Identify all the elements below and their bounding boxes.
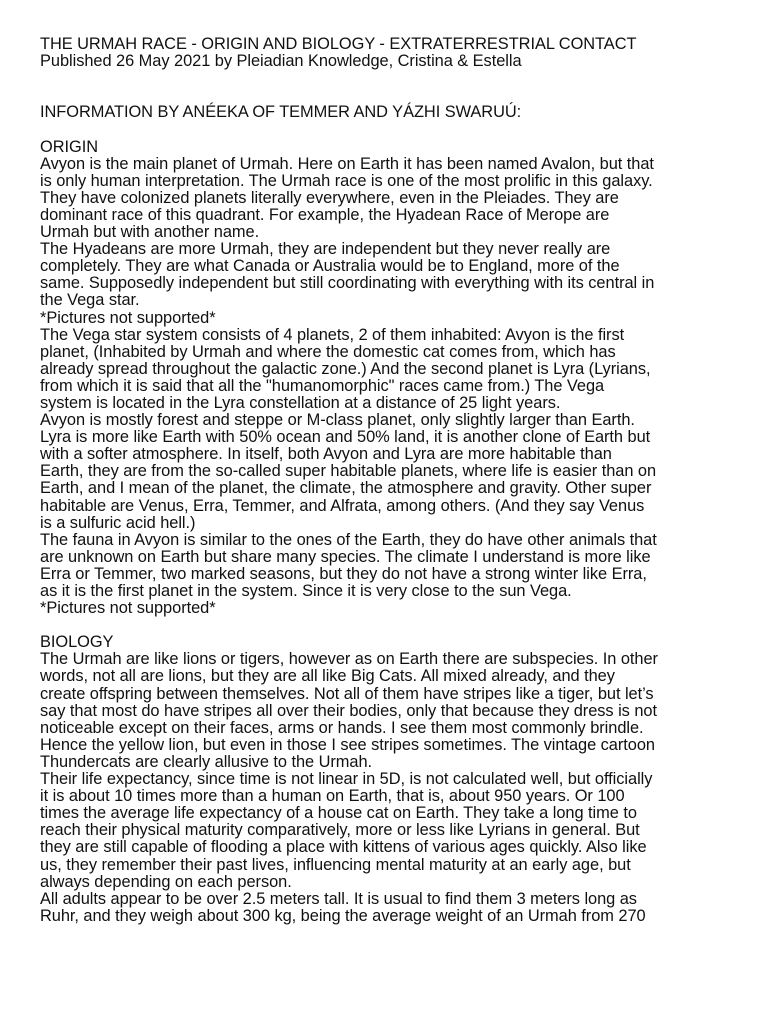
text-line: create offspring between themselves. Not all of them have stripes like a tiger, but let’s — [40, 684, 654, 703]
text-line: Ruhr, and they weigh about 300 kg, being the average weight of an Urmah from 270 — [40, 906, 646, 925]
text-line: The fauna in Avyon is similar to the ones of the Earth, they do have other animals that — [40, 530, 657, 549]
text-line: The Vega star system consists of 4 planets, 2 of them inhabited: Avyon is the first — [40, 325, 625, 344]
text-line: All adults appear to be over 2.5 meters tall. It is usual to find them 3 meters long as — [40, 889, 637, 908]
text-line: Avyon is the main planet of Urmah. Here on Earth it has been named Avalon, but that — [40, 154, 654, 173]
text-line: Earth, they are from the so-called super habitable planets, where life is easier than on — [40, 462, 657, 481]
text-line: Erra or Temmer, two marked seasons, but they do not have a strong winter like Erra, — [40, 564, 647, 583]
text-line: as it is the first planet in the system. Since it is very close to the sun Vega. — [40, 582, 572, 600]
text-line: it is about 10 times more than a human on Earth, that is, about 950 years. Or 100 — [40, 787, 625, 806]
text-line: Urmah but with another name. — [40, 223, 260, 242]
spacer — [40, 87, 740, 104]
text-line: Their life expectancy, since time is not linear in 5D, is not calculated well, but officially — [40, 770, 653, 789]
text-line: they are still capable of flooding a place with kittens of various ages quickly. Also like — [40, 838, 647, 857]
text-line: reach their physical maturity comparatively, more or less like Lyrians in general. But — [40, 821, 640, 840]
text-line: with a softer atmosphere. In itself, both Avyon and Lyra are more habitable than — [40, 445, 612, 464]
text-line: words, not all are lions, but they are all like Big Cats. All mixed already, and they — [40, 667, 615, 686]
text-line: *Pictures not supported* — [40, 599, 216, 618]
section-heading-biology: BIOLOGY — [40, 633, 114, 652]
text-line: the Vega star. — [40, 291, 140, 310]
text-line: noticeable except on their faces, arms or hands. I see them most commonly brindle. — [40, 718, 644, 737]
document-title: THE URMAH RACE - ORIGIN AND BIOLOGY - EXTRATERRESTRIAL CONTACT — [40, 35, 637, 53]
text-line: planet, (Inhabited by Urmah and where the domestic cat comes from, which has — [40, 342, 616, 361]
text-line: times the average life expectancy of a house cat on Earth. They take a long time to — [40, 804, 637, 823]
text-line: The Urmah are like lions or tigers, however as on Earth there are subspecies. In other — [40, 650, 658, 669]
text-line: Lyra is more like Earth with 50% ocean and 50% land, it is another clone of Earth but — [40, 428, 651, 447]
section-heading-origin: ORIGIN — [40, 137, 98, 156]
origin-section-body — [40, 156, 740, 618]
text-line: from which it is said that all the "humanomorphic" races came from.) The Vega — [40, 376, 605, 395]
spacer — [40, 617, 740, 634]
text-line: always depending on each person. — [40, 872, 292, 891]
text-line: same. Supposedly independent but still coordinating with everything with its central in — [40, 274, 655, 293]
text-line: already spread throughout the galactic zone.) And the second planet is Lyra (Lyrians, — [40, 359, 651, 378]
text-line: habitable are Venus, Erra, Temmer, and Alfrata, among others. (And they say Venus — [40, 496, 645, 515]
text-line: dominant race of this quadrant. For example, the Hyadean Race of Merope are — [40, 205, 610, 224]
text-line: Earth, and I mean of the planet, the climate, the atmosphere and gravity. Other super — [40, 479, 652, 498]
document-page — [40, 36, 740, 925]
text-line: are unknown on Earth but share many species. The climate I understand is more like — [40, 547, 651, 566]
text-line: Thundercats are clearly allusive to the Urmah. — [40, 752, 373, 771]
spacer — [40, 70, 740, 87]
text-line: system is located in the Lyra constellation at a distance of 25 light years. — [40, 393, 561, 412]
text-line: completely. They are what Canada or Australia would be to England, more of the — [40, 257, 620, 276]
text-line: The Hyadeans are more Urmah, they are independent but they never really are — [40, 240, 611, 259]
biology-section-body — [40, 651, 740, 925]
text-line: They have colonized planets literally everywhere, even in the Pleiades. They are — [40, 188, 619, 207]
spacer — [40, 121, 740, 138]
text-line: is a sulfuric acid hell.) — [40, 513, 196, 532]
text-line: *Pictures not supported* — [40, 308, 216, 327]
text-line: us, they remember their past lives, influencing mental maturity at an early age, but — [40, 855, 631, 874]
text-line: Hence the yellow lion, but even in those I see stripes sometimes. The vintage cartoon — [40, 735, 655, 754]
text-line: is only human interpretation. The Urmah race is one of the most prolific in this galaxy. — [40, 171, 653, 190]
intro-line: INFORMATION BY ANÉEKA OF TEMMER AND YÁZHI SWARUÚ: — [40, 103, 522, 122]
publication-line: Published 26 May 2021 by Pleiadian Knowledge, Cristina & Estella — [40, 52, 522, 71]
text-line: say that most do have stripes all over their bodies, only that because they dress is not — [40, 701, 657, 720]
text-line: Avyon is mostly forest and steppe or M-class planet, only slightly larger than Earth. — [40, 411, 635, 430]
